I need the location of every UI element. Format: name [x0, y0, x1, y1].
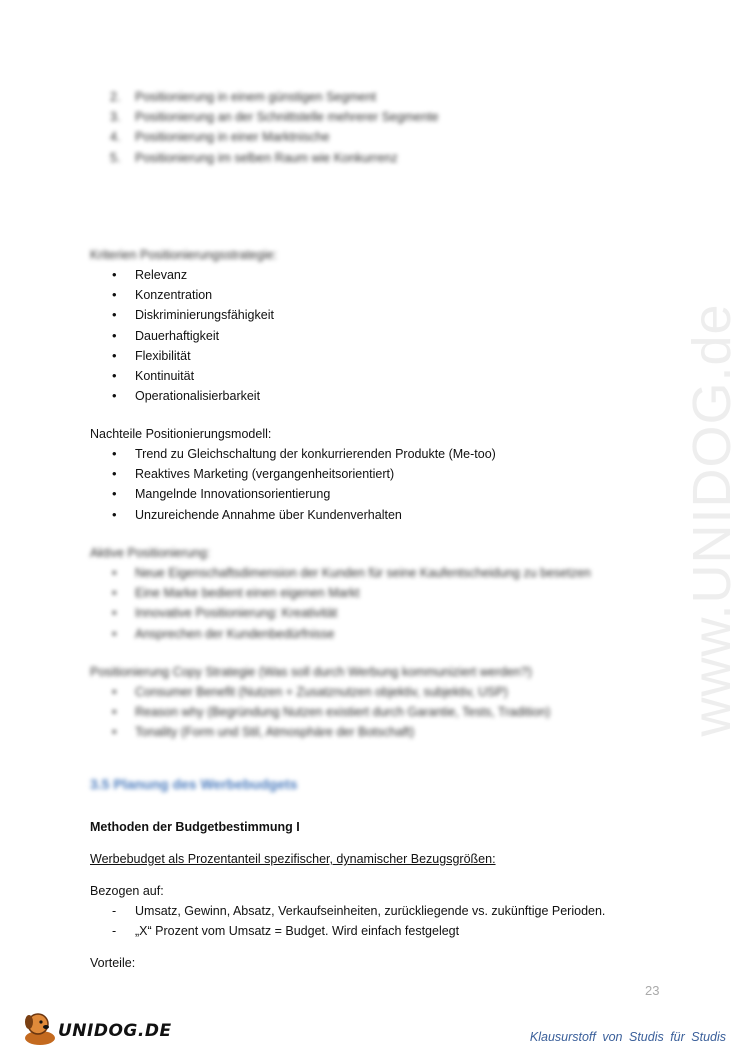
list-item: • Mangelnde Innovationsorientierung: [90, 484, 680, 504]
list-item: • Reaktives Marketing (vergangenheitsorientiert): [90, 464, 680, 484]
copy-strategy-section: [90, 662, 680, 743]
list-item: • Tonality (Form und Stil, Atmosphäre der Botschaft): [90, 722, 680, 742]
list-item: 4. Positionierung in einer Marktnische: [110, 130, 330, 145]
section-title: 3.5 Planung des Werbebudgets: [90, 776, 298, 792]
drawbacks-heading: Nachteile Positionierungsmodell:: [90, 427, 272, 441]
list-item: • Operationalisierbarkeit: [90, 386, 680, 406]
list-item: • Consumer Benefit (Nutzen + Zusatznutzen objektiv, subjektiv, USP): [90, 682, 680, 702]
list-item: • Diskriminierungsfähigkeit: [90, 305, 680, 325]
subtitle: Werbebudget als Prozentanteil spezifischer, dynamischer Bezugsgrößen:: [90, 852, 496, 866]
list-item: 3. Positionierung an der Schnittstelle mehrerer Segmente: [110, 110, 439, 125]
list-item: • Relevanz: [90, 265, 680, 285]
list-item: • Ansprechen der Kundenbedürfnisse: [90, 624, 680, 644]
list-item: 5. Positionierung im selben Raum wie Konkurrenz: [110, 150, 398, 165]
top-numbered-list: [90, 87, 680, 168]
list-item: • Neue Eigenschaftsdimension der Kunden für seine Kaufentscheidung zu besetzen: [90, 563, 680, 583]
based-on-heading: Bezogen auf:: [90, 884, 164, 898]
list-item: • Unzureichende Annahme über Kundenverhalten: [90, 505, 680, 525]
based-on-section: [90, 881, 680, 941]
list-item: • Innovative Positionierung: Kreativität: [90, 603, 680, 623]
copy-heading: Positionierung Copy Strategie (Was soll durch Werbung kommuniziert werden?): [90, 665, 532, 679]
list-item: • Kontinuität: [90, 366, 680, 386]
watermark: www.UNIDOG.de: [682, 303, 742, 737]
drawbacks-section: [90, 424, 680, 525]
footer-tagline: Klausurstoff von Studis für Studis: [529, 1030, 726, 1044]
criteria-section: [90, 245, 680, 406]
active-positioning-section: [90, 543, 680, 644]
methods-title: Methoden der Budgetbestimmung I: [90, 820, 300, 834]
list-item: - „X“ Prozent vom Umsatz = Budget. Wird einfach festgelegt: [90, 921, 680, 941]
active-heading: Aktive Positionierung:: [90, 546, 211, 560]
list-item: - Umsatz, Gewinn, Absatz, Verkaufseinheiten, zurückliegende vs. zukünftige Perioden.: [90, 901, 680, 921]
criteria-heading: Kriterien Positionierungsstrategie:: [90, 248, 277, 262]
list-item: • Eine Marke bedient einen eigenen Markt: [90, 583, 680, 603]
list-item: • Dauerhaftigkeit: [90, 326, 680, 346]
advantages-heading: Vorteile:: [90, 956, 136, 970]
list-item: • Trend zu Gleichschaltung der konkurrierenden Produkte (Me-too): [90, 444, 680, 464]
list-item: • Flexibilität: [90, 346, 680, 366]
logo-text: UNIDOG.DE: [58, 1021, 172, 1041]
list-item: • Reason why (Begründung Nutzen existiert durch Garantie, Tests, Tradition): [90, 702, 680, 722]
list-item: • Konzentration: [90, 285, 680, 305]
page-number: 23: [645, 983, 660, 998]
list-item: 2. Positionierung in einem günstigen Segment: [110, 90, 377, 104]
